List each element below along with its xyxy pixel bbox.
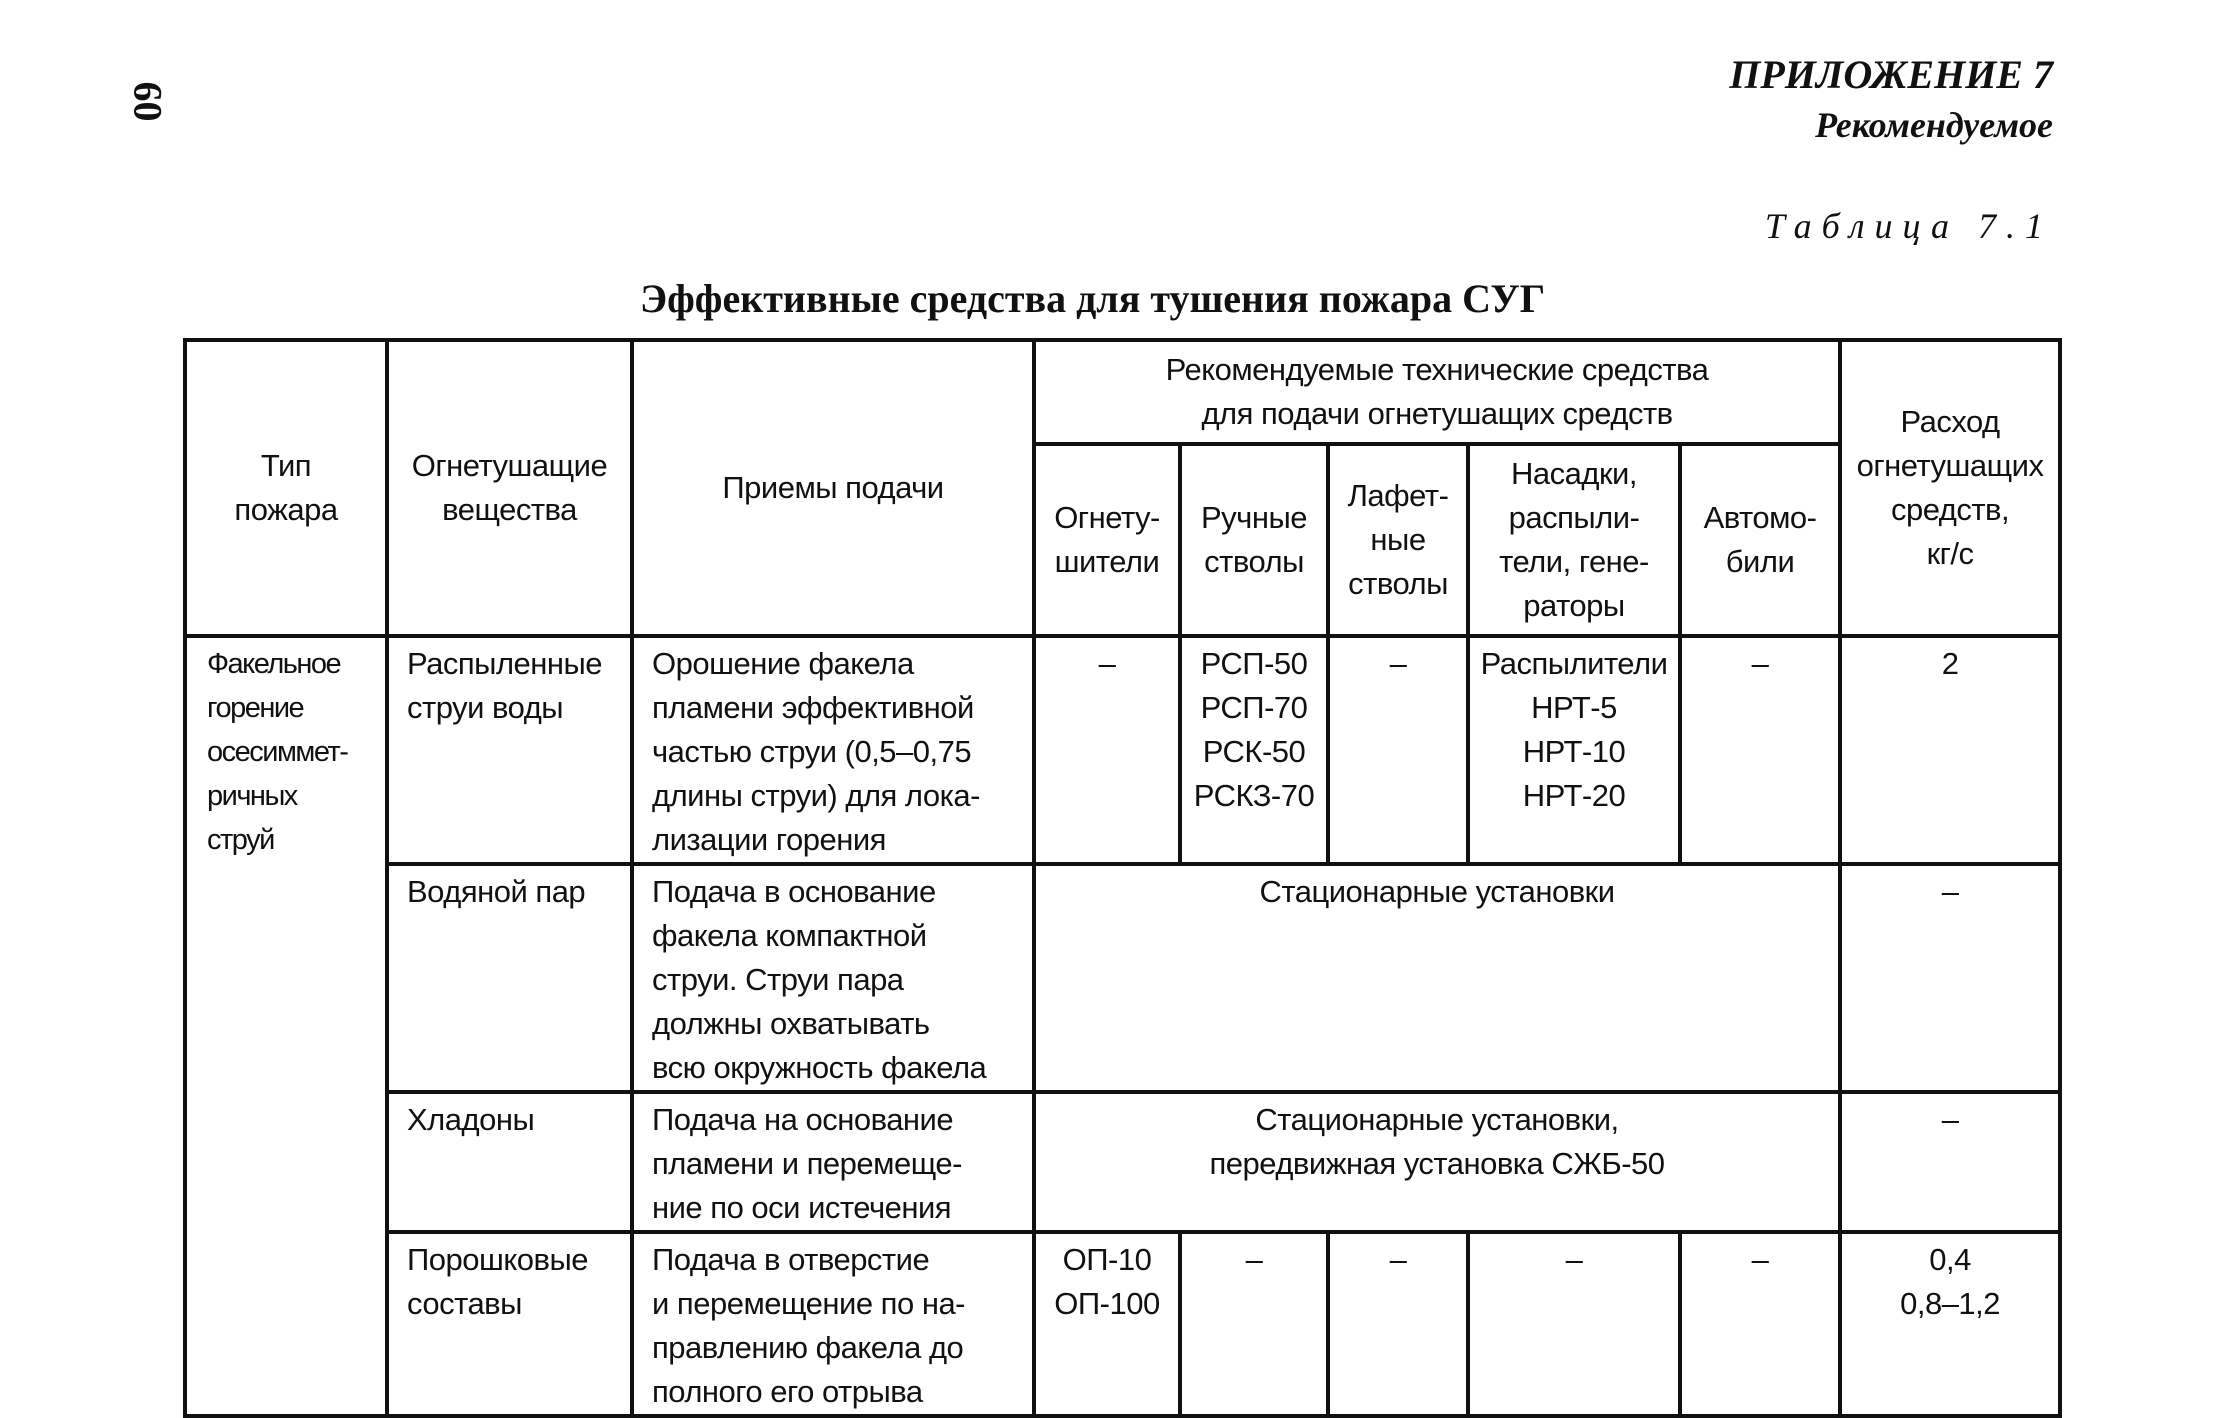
extinguishers-cell: ОП-10 ОП-100: [1034, 1232, 1180, 1416]
appendix-subtitle: Рекомендуемое: [1815, 105, 2053, 145]
extinguishers-cell: –: [1034, 636, 1180, 864]
sprayers-cell: –: [1468, 1232, 1680, 1416]
hand-nozzles-cell: –: [1180, 1232, 1328, 1416]
table-row: [185, 864, 2060, 1092]
agent-cell: Распыленные струи воды: [387, 636, 632, 864]
table-title: Эффективные средства для тушения пожара СУГ: [640, 276, 1546, 321]
vehicles-cell: –: [1680, 636, 1840, 864]
method-cell: Подача в отверстие и перемещение по на- правлению факела до полного его отрыва: [632, 1232, 1034, 1416]
vehicles-cell: –: [1680, 1232, 1840, 1416]
hand-nozzles-cell: РСП-50 РСП-70 РСК-50 РСКЗ-70: [1180, 636, 1328, 864]
table-label: Таблица 7.1: [1764, 206, 2053, 246]
sprayers-cell: Распылители НРТ-5 НРТ-10 НРТ-20: [1468, 636, 1680, 864]
flow-rate-cell: –: [1840, 1092, 2060, 1232]
monitor-nozzles-cell: –: [1328, 1232, 1468, 1416]
method-cell: Подача в основание факела компактной струи. Струи пара должны охватывать всю окружность факела: [632, 864, 1034, 1092]
equipment-cell: Стационарные установки: [1034, 864, 1840, 1092]
header-fire-type: Тип пожара: [185, 340, 387, 636]
table-row: [185, 636, 2060, 864]
monitor-nozzles-cell: –: [1328, 636, 1468, 864]
header-methods: Приемы подачи: [632, 340, 1034, 636]
table-row: [185, 1232, 2060, 1416]
page-number: 60: [125, 81, 171, 122]
table-row: [185, 1092, 2060, 1232]
header-monitor-nozzles: Лафет- ные стволы: [1328, 444, 1468, 636]
flow-rate-cell: –: [1840, 864, 2060, 1092]
method-cell: Подача на основание пламени и перемеще- ние по оси истечения: [632, 1092, 1034, 1232]
header-recommended-equipment: Рекомендуемые технические средства для подачи огнетушащих средств: [1034, 340, 1840, 444]
header-extinguishers: Огнету- шители: [1034, 444, 1180, 636]
equipment-cell: Стационарные установки, передвижная установка СЖБ-50: [1034, 1092, 1840, 1232]
appendix-heading: [1729, 50, 2053, 150]
header-agents: Огнетушащие вещества: [387, 340, 632, 636]
agent-cell: Порошковые составы: [387, 1232, 632, 1416]
header-sprayers: Насадки, распыли- тели, гене- раторы: [1468, 444, 1680, 636]
method-cell: Орошение факела пламени эффективной частью струи (0,5–0,75 длины струи) для лока- лизации горения: [632, 636, 1034, 864]
agent-cell: Хладоны: [387, 1092, 632, 1232]
extinguishing-means-table: [183, 338, 2062, 1418]
flow-rate-cell: 0,4 0,8–1,2: [1840, 1232, 2060, 1416]
header-vehicles: Автомо- били: [1680, 444, 1840, 636]
header-row-top: [185, 340, 2060, 444]
agent-cell: Водяной пар: [387, 864, 632, 1092]
appendix-title: ПРИЛОЖЕНИЕ 7: [1729, 52, 2053, 97]
fire-type-cell: Факельное горение осесиммет- ричных струй: [185, 636, 387, 1416]
flow-rate-cell: 2: [1840, 636, 2060, 864]
header-hand-nozzles: Ручные стволы: [1180, 444, 1328, 636]
header-flow-rate: Расход огнетушащих средств, кг/с: [1840, 340, 2060, 636]
